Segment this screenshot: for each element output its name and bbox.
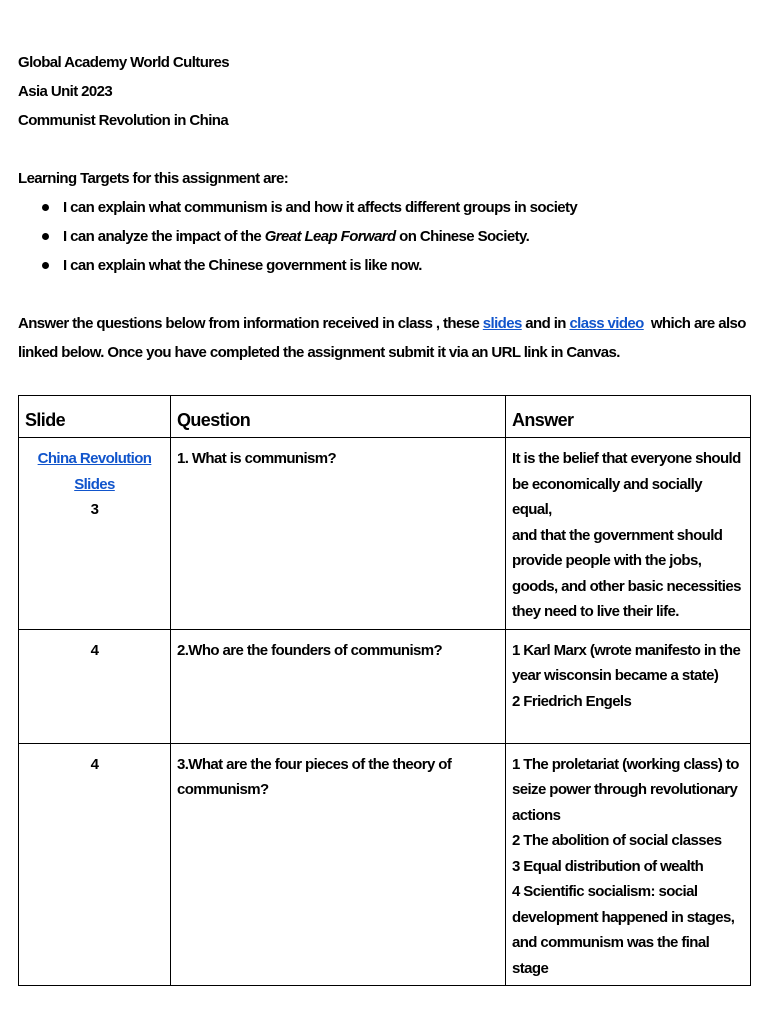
learning-target-text: I can explain what communism is and how it affects different groups in society xyxy=(63,199,578,216)
question-cell: 2.Who are the founders of communism? xyxy=(171,629,506,743)
instructions-text: Answer the questions below from information received in class , these xyxy=(18,315,483,332)
question-cell: 3.What are the four pieces of the theory of communism? xyxy=(171,743,506,986)
unit-title: Asia Unit 2023 xyxy=(18,83,113,100)
slide-cell xyxy=(19,438,171,630)
learning-target-text: I can explain what the Chinese government is like now. xyxy=(63,257,422,274)
slides-link[interactable]: slides xyxy=(482,315,522,332)
instructions-paragraph xyxy=(18,309,750,367)
answer-cell: 1 The proletariat (working class) to seize power through revolutionary actions 2 The abolition of social classes 3 Equal distribution of wealth 4 Scientific socialism: social development happened in stages, and communism was the final stage xyxy=(506,743,751,986)
class-video-link[interactable]: class video xyxy=(569,315,644,332)
learning-target-text: I can analyze the impact of the xyxy=(63,228,265,245)
learning-target-text-end: on Chinese Society. xyxy=(395,228,530,245)
learning-target-item xyxy=(18,251,750,280)
slide-cell: 4 xyxy=(19,743,171,986)
questions-table xyxy=(18,395,751,986)
instructions-text: which are also xyxy=(643,315,746,332)
table-header-row xyxy=(19,396,751,438)
table-row xyxy=(19,629,751,743)
bullet-icon xyxy=(42,262,49,269)
table-row xyxy=(19,743,751,986)
bullet-icon xyxy=(42,233,49,240)
assignment-title: Communist Revolution in China xyxy=(18,112,229,129)
learning-targets-list xyxy=(18,193,750,280)
slide-column-header: Slide xyxy=(19,396,171,438)
china-revolution-slides-link[interactable]: China Revolution Slides xyxy=(37,450,152,493)
answer-column-header: Answer xyxy=(506,396,751,438)
document-page xyxy=(18,48,750,367)
answer-cell: It is the belief that everyone should be economically and socially equal, and that the government should provide people with the jobs, goods, and other basic necessities they need to live their life. xyxy=(506,438,751,630)
question-cell: 1. What is communism? xyxy=(171,438,506,630)
learning-target-item xyxy=(18,222,750,251)
slide-number: 3 xyxy=(90,501,99,518)
answer-cell: 1 Karl Marx (wrote manifesto in the year wisconsin became a state) 2 Friedrich Engels xyxy=(506,629,751,743)
instructions-text: linked below. Once you have completed the assignment submit it via an URL link in Canvas. xyxy=(18,344,620,361)
table-row xyxy=(19,438,751,630)
instructions-text: and in xyxy=(521,315,570,332)
learning-target-emphasis: Great Leap Forward xyxy=(264,228,396,245)
learning-targets-heading: Learning Targets for this assignment are: xyxy=(18,170,289,187)
bullet-icon xyxy=(42,204,49,211)
course-title: Global Academy World Cultures xyxy=(18,54,229,71)
learning-target-item xyxy=(18,193,750,222)
slide-cell: 4 xyxy=(19,629,171,743)
question-column-header: Question xyxy=(171,396,506,438)
